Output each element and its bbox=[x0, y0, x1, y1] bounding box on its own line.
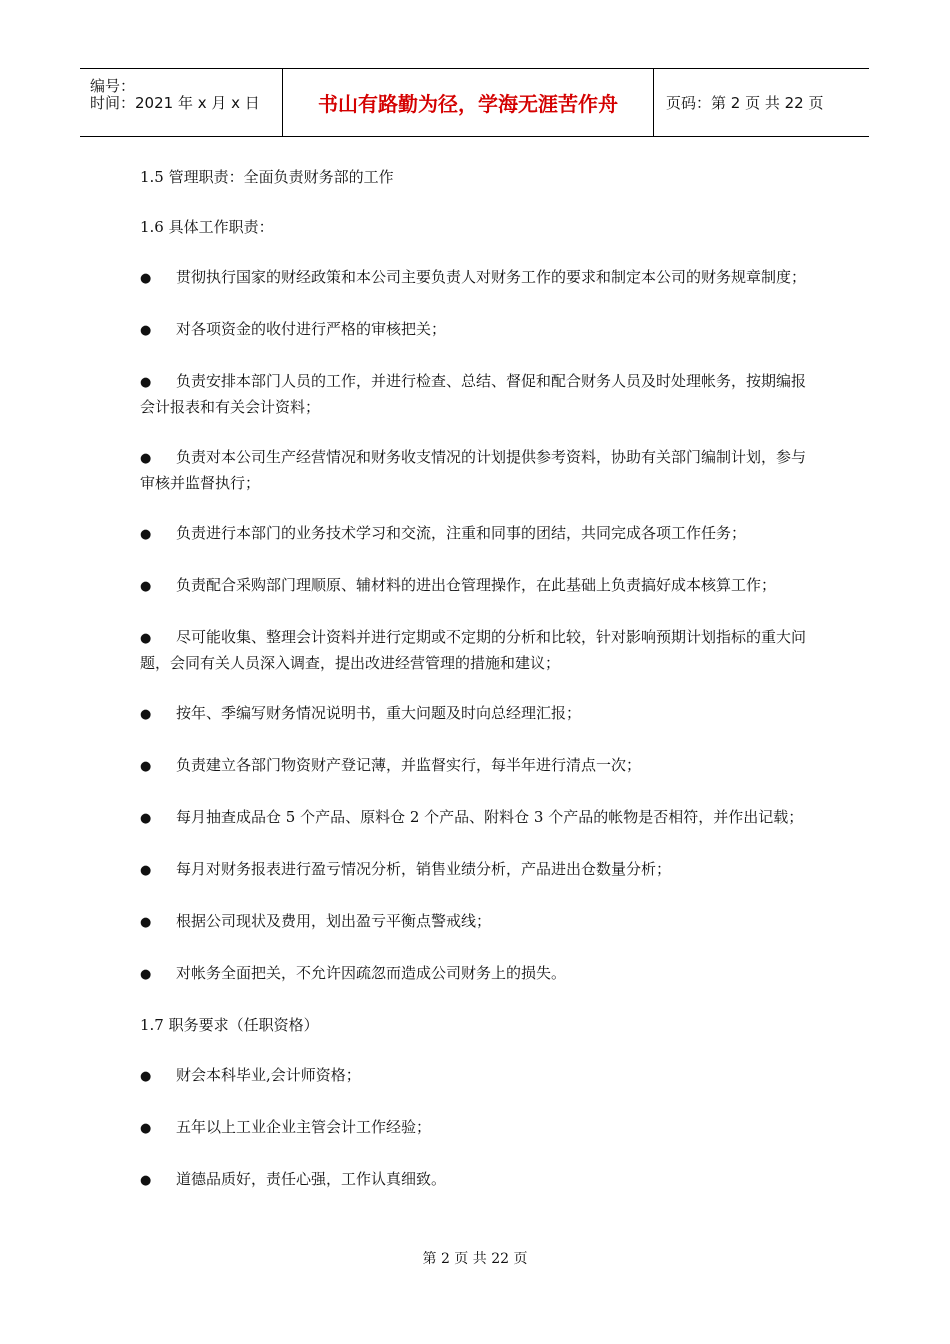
list-item-text: 对各项资金的收付进行严格的审核把关； bbox=[176, 320, 447, 338]
list-item bbox=[140, 753, 820, 779]
list-item-text: 负责建立各部门物资财产登记薄，并监督实行，每半年进行清点一次； bbox=[176, 756, 642, 774]
document-body bbox=[140, 165, 820, 1219]
bullet-icon: ● bbox=[140, 579, 152, 594]
list-item bbox=[140, 625, 820, 675]
list-item bbox=[140, 701, 820, 727]
bullet-icon: ● bbox=[140, 811, 152, 826]
bullet-icon: ● bbox=[140, 759, 152, 774]
list-item bbox=[140, 521, 820, 547]
header-meta-cell bbox=[80, 69, 282, 136]
list-item-text: 每月对财务报表进行盈亏情况分析，销售业绩分析，产品进出仓数量分析； bbox=[176, 860, 672, 878]
bullet-icon: ● bbox=[140, 863, 152, 878]
bullet-icon: ● bbox=[140, 1069, 152, 1084]
list-item bbox=[140, 317, 820, 343]
list-item bbox=[140, 369, 820, 419]
list-item-text: 五年以上工业企业主管会计工作经验； bbox=[176, 1118, 432, 1136]
time-label: 时间：2021 年 x 月 x 日 bbox=[90, 94, 260, 112]
list-item-text: 负责进行本部门的业务技术学习和交流，注重和同事的团结，共同完成各项工作任务； bbox=[176, 524, 747, 542]
page-footer: 第 2 页 共 22 页 bbox=[422, 1251, 528, 1267]
section-heading: 1.6 具体工作职责： bbox=[140, 218, 274, 236]
list-item bbox=[140, 909, 820, 935]
list-item-text: 道德品质好，责任心强，工作认真细致。 bbox=[176, 1170, 447, 1188]
list-item bbox=[140, 1115, 820, 1141]
section-heading: 1.7 职务要求（任职资格） bbox=[140, 1016, 319, 1034]
bullet-icon: ● bbox=[140, 323, 152, 338]
bullet-icon: ● bbox=[140, 631, 152, 646]
list-item-text: 每月抽查成品仓 5 个产品、原料仓 2 个产品、附料仓 3 个产品的帐物是否相符，并作出记载； bbox=[176, 808, 804, 826]
list-item-text: 负责安排本部门人员的工作，并进行检查、总结、督促和配合财务人员及时处理帐务，按期编报会计报表和有关会计资料； bbox=[140, 372, 807, 416]
list-item-text: 对帐务全面把关，不允许因疏忽而造成公司财务上的损失。 bbox=[176, 964, 567, 982]
list-item-text: 财会本科毕业,会计师资格； bbox=[176, 1066, 361, 1084]
list-item bbox=[140, 1063, 820, 1089]
bullet-icon: ● bbox=[140, 271, 152, 286]
bullet-icon: ● bbox=[140, 915, 152, 930]
list-item bbox=[140, 573, 820, 599]
document-header bbox=[80, 68, 869, 137]
list-item-text: 负责对本公司生产经营情况和财务收支情况的计划提供参考资料，协助有关部门编制计划，参与审核并监督执行； bbox=[140, 448, 807, 492]
number-label: 编号： bbox=[90, 77, 136, 95]
list-item bbox=[140, 857, 820, 883]
header-motto: 书山有路勤为径，学海无涯苦作舟 bbox=[282, 69, 654, 136]
list-item bbox=[140, 1167, 820, 1193]
list-item-text: 尽可能收集、整理会计资料并进行定期或不定期的分析和比较，针对影响预期计划指标的重大问题，会同有关人员深入调查，提出改进经营管理的措施和建议； bbox=[140, 628, 807, 672]
list-item-text: 负责配合采购部门理顺原、辅材料的进出仓管理操作，在此基础上负责搞好成本核算工作； bbox=[176, 576, 777, 594]
list-item bbox=[140, 445, 820, 495]
bullet-icon: ● bbox=[140, 707, 152, 722]
list-item bbox=[140, 805, 820, 831]
section-heading: 1.5 管理职责：全面负责财务部的工作 bbox=[140, 168, 394, 186]
list-item-text: 根据公司现状及费用，划出盈亏平衡点警戒线； bbox=[176, 912, 492, 930]
bullet-icon: ● bbox=[140, 967, 152, 982]
header-page-info: 页码：第 2 页 共 22 页 bbox=[666, 94, 824, 112]
bullet-icon: ● bbox=[140, 527, 152, 542]
bullet-icon: ● bbox=[140, 375, 152, 390]
bullet-icon: ● bbox=[140, 451, 152, 466]
bullet-icon: ● bbox=[140, 1173, 152, 1188]
list-item-text: 贯彻执行国家的财经政策和本公司主要负责人对财务工作的要求和制定本公司的财务规章制度； bbox=[176, 268, 807, 286]
list-item-text: 按年、季编写财务情况说明书，重大问题及时向总经理汇报； bbox=[176, 704, 582, 722]
bullet-icon: ● bbox=[140, 1121, 152, 1136]
list-item bbox=[140, 265, 820, 291]
list-item bbox=[140, 961, 820, 987]
